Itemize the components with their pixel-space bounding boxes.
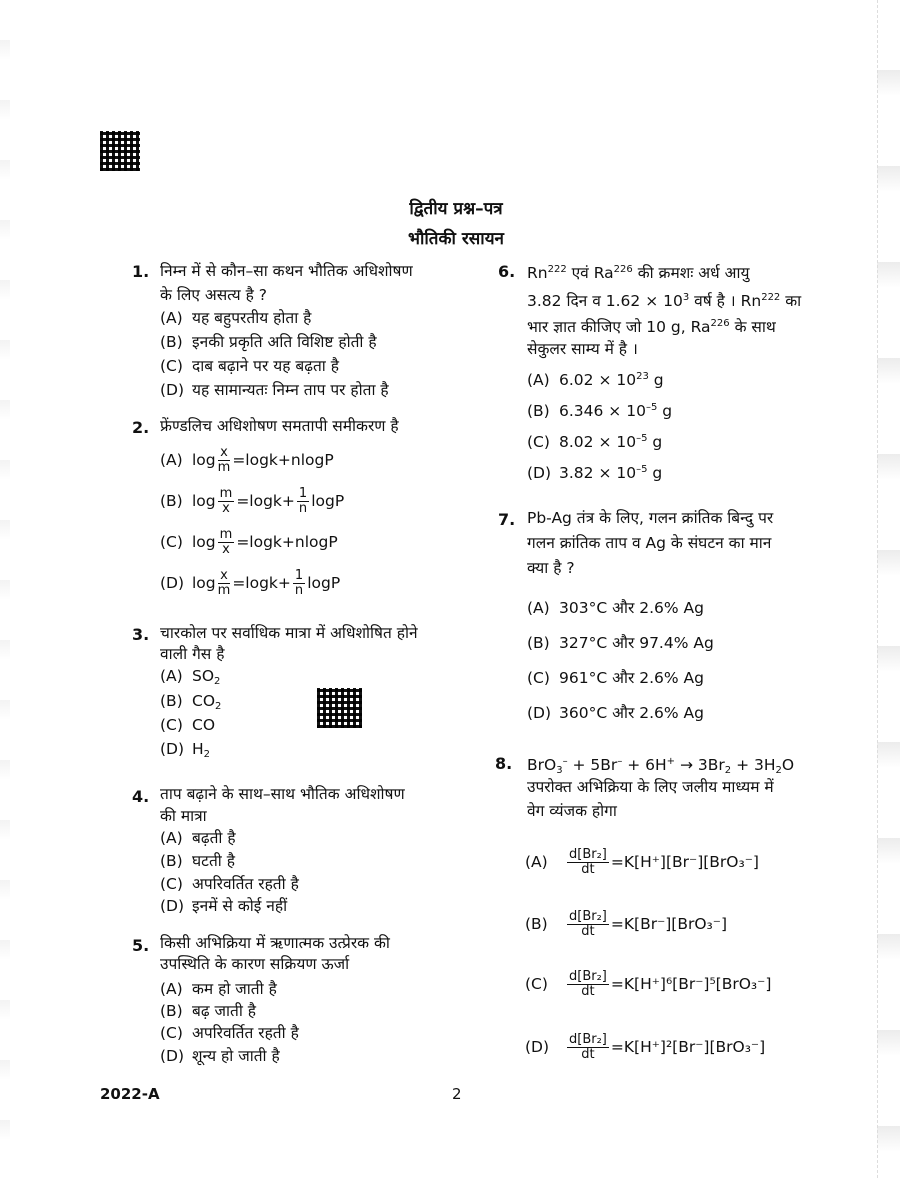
- question-stem: वेग व्यंजक होगा: [527, 802, 617, 820]
- option-a: (A) बढ़ती है: [160, 829, 236, 847]
- option-d: (D) $H_2$: [160, 740, 211, 760]
- question-stem: किसी अभिक्रिया में ऋणात्मक उत्प्रेरक की: [160, 934, 390, 952]
- option-d: (D) log $\frac{x}{m}$ =logk+ $\frac{1}{n}$ logP: [160, 568, 341, 598]
- question-number: 3.: [132, 625, 150, 644]
- option-d: (D) इनमें से कोई नहीं: [160, 897, 288, 915]
- question-stem: Pb-Ag तंत्र के लिए, गलन क्रांतिक बिन्दु पर: [527, 509, 774, 527]
- reaction-equation: $BrO_3^- + 5Br^- + 6H^+ \to 3Br_2 + 3H_2O$: [527, 756, 795, 776]
- question-stem: की मात्रा: [160, 807, 207, 825]
- question-stem: Rn$^{222}$ एवं Ra$^{226}$ की क्रमशः अर्ध आयु: [527, 264, 750, 282]
- option-b: (B) बढ़ जाती है: [160, 1002, 257, 1020]
- option-a: (A) कम हो जाती है: [160, 980, 277, 998]
- question-number: 5.: [132, 936, 150, 955]
- question-number: 6.: [498, 262, 516, 281]
- option-a: (A) 303°C और 2.6% Ag: [527, 599, 704, 617]
- question-stem: ताप बढ़ाने के साथ–साथ भौतिक अधिशोषण: [160, 785, 405, 803]
- option-c: (C) log $\frac{m}{x}$ =logk+nlogP: [160, 527, 338, 557]
- option-c: (C) अपरिवर्तित रहती है: [160, 875, 299, 893]
- option-d: (D) $\frac{\text{d[Br₂]}}{dt}$ =K[H⁺]²[Br⁻][BrO₃⁻]: [525, 1032, 766, 1062]
- question-stem: के लिए असत्य है ?: [160, 286, 267, 304]
- option-b: (B) log $\frac{m}{x}$ =logk+ $\frac{1}{n}$ logP: [160, 486, 345, 516]
- option-d: (D) शून्य हो जाती है: [160, 1047, 280, 1065]
- question-stem: चारकोल पर सर्वाधिक मात्रा में अधिशोषित होने: [160, 624, 418, 642]
- option-d: (D) यह सामान्यतः निम्न ताप पर होता है: [160, 381, 389, 399]
- question-stem: वाली गैस है: [160, 645, 225, 663]
- option-d: (D) $3.82 \times 10^{-5}$ g: [527, 464, 663, 482]
- option-c: (C) अपरिवर्तित रहती है: [160, 1024, 299, 1042]
- question-stem: उपरोक्त अभिक्रिया के लिए जलीय माध्यम में: [527, 778, 774, 796]
- question-stem: फ्रेंण्डलिच अधिशोषण समतापी समीकरण है: [160, 417, 399, 435]
- option-a: (A) log $\frac{x}{m}$ =logk+nlogP: [160, 445, 334, 475]
- question-stem: निम्न में से कौन–सा कथन भौतिक अधिशोषण: [160, 262, 413, 280]
- page-edge-right: [877, 0, 900, 1178]
- option-b: (B) इनकी प्रकृति अति विशिष्ट होती है: [160, 333, 377, 351]
- paper-code: 2022-A: [100, 1085, 160, 1103]
- question-stem: 3.82 दिन व $1.62 \times 10^3$ वर्ष है । Rn$^{222}$ का: [527, 292, 802, 310]
- option-b: (B) 327°C और 97.4% Ag: [527, 634, 714, 652]
- option-c: (C) $8.02 \times 10^{-5}$ g: [527, 433, 663, 451]
- option-b: (B) $CO_2$: [160, 692, 222, 712]
- option-d: (D) 360°C और 2.6% Ag: [527, 704, 704, 722]
- question-stem: भार ज्ञात कीजिए जो 10 g, Ra$^{226}$ के साथ: [527, 318, 776, 336]
- question-number: 2.: [132, 418, 150, 437]
- option-c: (C) $\frac{\text{d[Br₂]}}{dt}$ =K[H⁺]⁶[Br⁻]⁵[BrO₃⁻]: [525, 969, 772, 999]
- page-number: 2: [452, 1085, 462, 1103]
- option-a: (A) $6.02 \times 10^{23}$ g: [527, 371, 664, 389]
- option-a: (A) यह बहुपरतीय होता है: [160, 309, 312, 327]
- qr-code-middle-icon: [317, 688, 362, 728]
- question-stem: सेकुलर साम्य में है ।: [527, 340, 638, 358]
- qr-code-top-icon: [100, 131, 140, 171]
- question-stem: उपस्थिति के कारण सक्रियण ऊर्जा: [160, 955, 350, 973]
- option-a: (A) $\frac{\text{d[Br₂]}}{dt}$ =K[H⁺][Br⁻][BrO₃⁻]: [525, 847, 759, 877]
- question-stem: गलन क्रांतिक ताप व Ag के संघटन का मान: [527, 534, 772, 552]
- option-c: (C) CO: [160, 716, 216, 734]
- option-c: (C) 961°C और 2.6% Ag: [527, 669, 704, 687]
- option-b: (B) $\frac{\text{d[Br₂]}}{dt}$ =K[Br⁻][BrO₃⁻]: [525, 909, 728, 939]
- option-b: (B) $6.346 \times 10^{-5}$ g: [527, 402, 673, 420]
- option-a: (A) $SO_2$: [160, 667, 221, 687]
- paper-title: द्वितीय प्रश्न–पत्र: [409, 199, 503, 219]
- question-number: 1.: [132, 262, 150, 281]
- option-b: (B) घटती है: [160, 852, 235, 870]
- question-stem: क्या है ?: [527, 559, 575, 577]
- page-edge-left: [0, 0, 10, 1178]
- option-c: (C) दाब बढ़ाने पर यह बढ़ता है: [160, 357, 339, 375]
- question-number: 4.: [132, 787, 150, 806]
- question-number: 8.: [495, 754, 513, 773]
- question-number: 7.: [498, 510, 516, 529]
- subject-title: भौतिकी रसायन: [408, 229, 504, 249]
